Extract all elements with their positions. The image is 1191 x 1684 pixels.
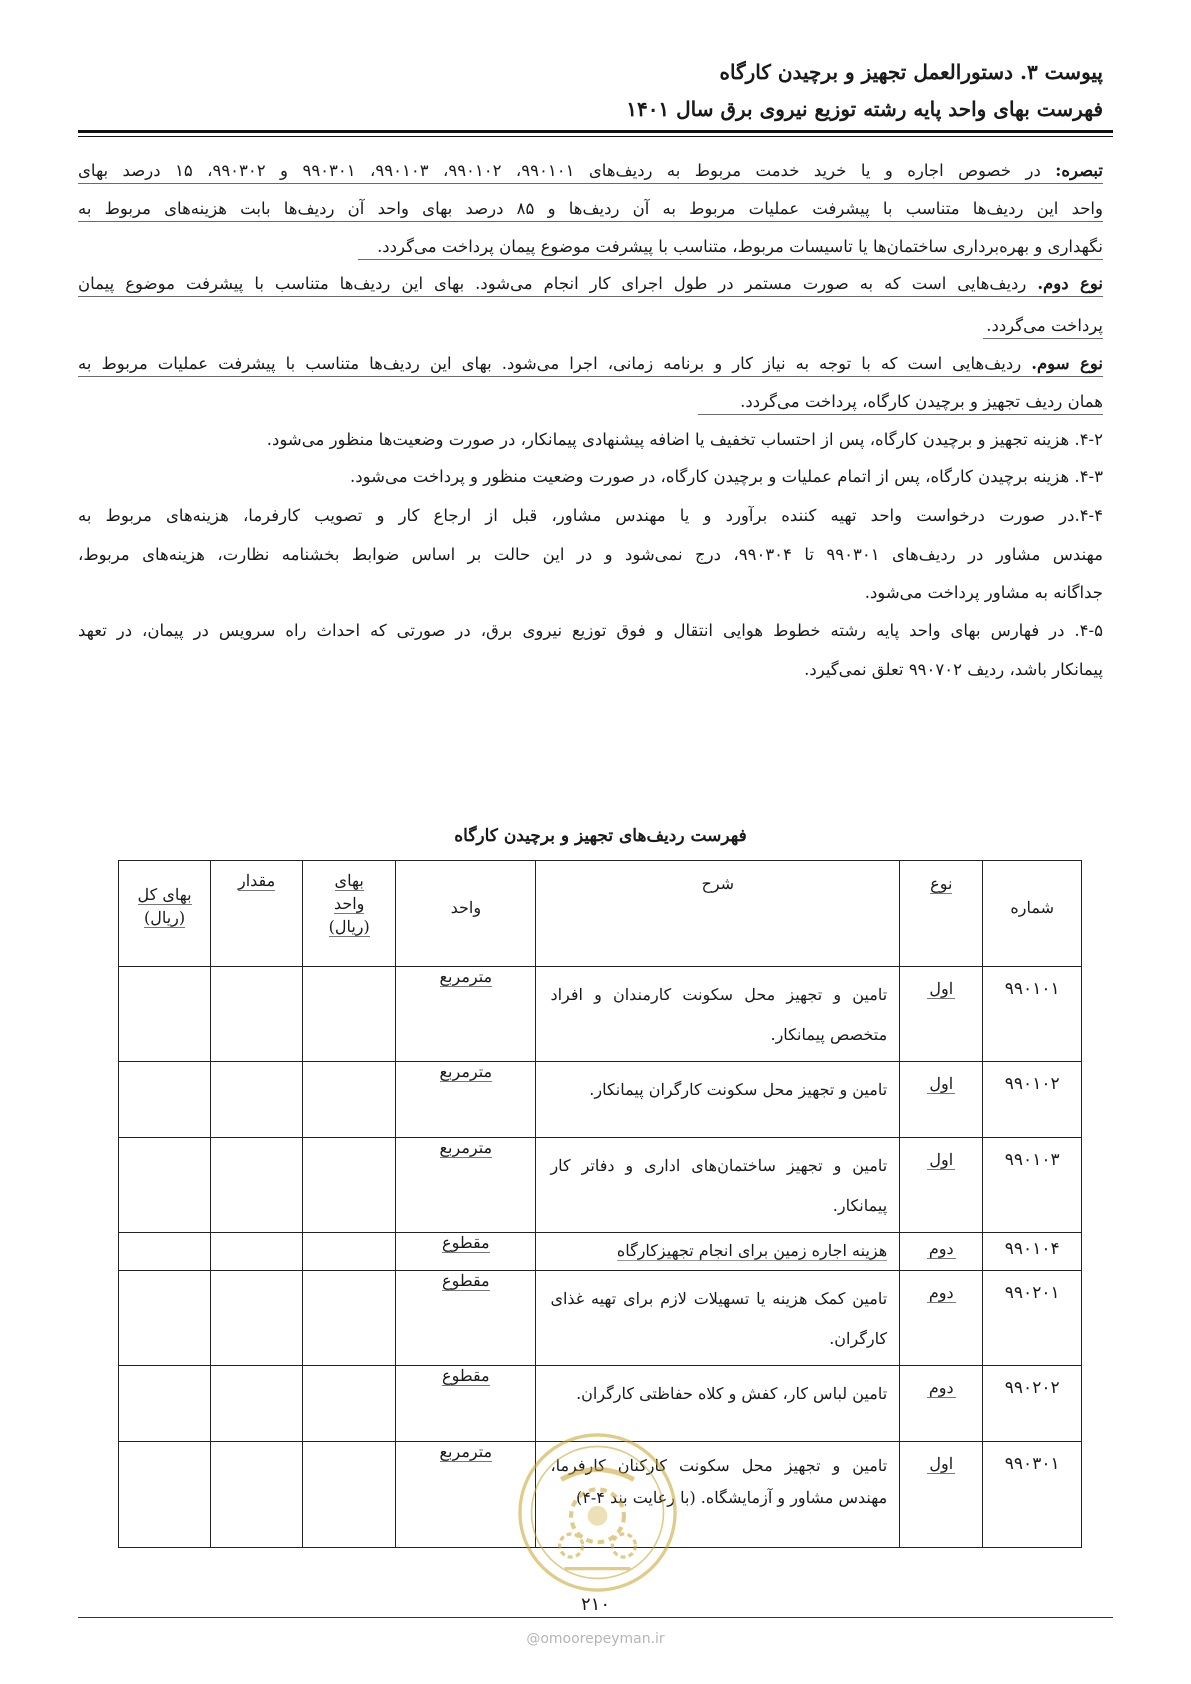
- row-unit-label: مقطوع: [442, 1271, 490, 1290]
- row-unit-label: مقطوع: [442, 1366, 490, 1385]
- table-row: [119, 1233, 1082, 1271]
- row-quantity: [211, 1271, 303, 1366]
- header-total-price: [119, 861, 211, 967]
- row-unit: [396, 1233, 536, 1271]
- header-price-list-title: فهرست بهای واحد پایه رشته توزیع نیروی برق سال ۱۴۰۱: [626, 97, 1103, 121]
- row-quantity: [211, 1233, 303, 1271]
- header-unit-price-label-3: (ریال): [328, 917, 370, 936]
- row-kind: [900, 1233, 983, 1271]
- watermark-text: @omoorepeyman.ir: [526, 1631, 665, 1647]
- note-line-3: نگهداری و بهره‌برداری ساختمان‌ها یا تاسیسات مربوط، متناسب با پیشرفت موضوع پیمان پرداخت می‌گردد.: [358, 235, 1103, 260]
- row-kind: [900, 1366, 983, 1442]
- row-kind-label: دوم: [928, 1378, 954, 1397]
- header-quantity: [211, 861, 303, 967]
- row-unit-price: [303, 1233, 396, 1271]
- row-quantity: [211, 1366, 303, 1442]
- row-kind-label: اول: [929, 1454, 954, 1473]
- row-description: تامین و تجهیز محل سکونت کارکنان کارفرما، مهندس مشاور و آزمایشگاه. (با رعایت بند ۴-۴): [536, 1442, 900, 1548]
- row-number: ۹۹۰۱۰۱: [983, 967, 1082, 1062]
- row-kind-label: اول: [929, 1074, 954, 1093]
- row-total-price: [119, 1233, 211, 1271]
- page-number: ۲۱۰: [580, 1594, 610, 1615]
- row-description: تامین و تجهیز محل سکونت کارمندان و افراد متخصص پیمانکار.: [536, 967, 900, 1062]
- header-unit-label: واحد: [450, 898, 482, 917]
- note-text-1: در خصوص اجاره و یا خرید خدمت مربوط به ردیف‌های ۹۹۰۱۰۱، ۹۹۰۱۰۲، ۹۹۰۱۰۳، ۹۹۰۳۰۱ و ۹۹۰۳۰۲، ۱۵ درصد بهای: [78, 161, 1056, 180]
- row-unit: [396, 967, 536, 1062]
- row-description: تامین کمک هزینه یا تسهیلات لازم برای تهیه غذای کارگران.: [536, 1271, 900, 1366]
- type3-line-1: [78, 352, 1103, 377]
- row-unit-price: [303, 1442, 396, 1548]
- note-line-2: واحد این ردیف‌ها متناسب با پیشرفت عملیات مربوط به آن ردیف‌ها و ۸۵ درصد بهای واحد آن ردیف‌ها بابت هزینه‌های مربوط به: [78, 197, 1103, 222]
- header-total-price-label-2: (ریال): [143, 908, 186, 927]
- row-quantity: [211, 1442, 303, 1548]
- header-description: [536, 861, 900, 967]
- row-quantity: [211, 1062, 303, 1138]
- table-row: [119, 1138, 1082, 1233]
- row-total-price: [119, 967, 211, 1062]
- para-4-5-line-2: پیمانکار باشد، ردیف ۹۹۰۷۰۲ تعلق نمی‌گیرد.: [804, 660, 1103, 679]
- row-unit: [396, 1138, 536, 1233]
- row-kind-label: دوم: [928, 1283, 954, 1302]
- row-kind: [900, 967, 983, 1062]
- table-header-row: [119, 861, 1082, 967]
- footer-rule: [78, 1617, 1113, 1618]
- row-total-price: [119, 1366, 211, 1442]
- header-number-label: شماره: [1010, 898, 1055, 917]
- header-rule-thick: [78, 130, 1113, 133]
- header-kind: [900, 861, 983, 967]
- type2-line-2: پرداخت می‌گردد.: [983, 314, 1103, 339]
- row-unit: [396, 1062, 536, 1138]
- row-unit-price: [303, 1366, 396, 1442]
- row-kind: [900, 1062, 983, 1138]
- para-4-4-line-2: مهندس مشاور در ردیف‌های ۹۹۰۳۰۱ تا ۹۹۰۳۰۴، درج نمی‌شود و در این حالت بر اساس ضوابط بخشنامه نظارت، هزینه‌های مربوط،: [78, 545, 1104, 564]
- header-quantity-label: مقدار: [237, 871, 276, 890]
- row-unit-label: مترمربع: [439, 967, 493, 986]
- header-unit: [396, 861, 536, 967]
- table-row: [119, 967, 1082, 1062]
- row-unit-price: [303, 1062, 396, 1138]
- row-quantity: [211, 967, 303, 1062]
- row-kind: [900, 1138, 983, 1233]
- para-4-3: ۴-۳. هزینه برچیدن کارگاه، پس از اتمام عملیات و برچیدن کارگاه، در صورت وضعیت منظور و پرداخت می‌شود.: [350, 467, 1103, 486]
- header-total-price-label-1: بهای کل: [137, 885, 192, 904]
- row-number: ۹۹۰۳۰۱: [983, 1442, 1082, 1548]
- row-total-price: [119, 1062, 211, 1138]
- row-unit: [396, 1271, 536, 1366]
- header-description-label: شرح: [701, 874, 735, 893]
- note-label: تبصره:: [1055, 161, 1103, 180]
- row-kind-label: دوم: [928, 1239, 954, 1258]
- header-number: [983, 861, 1082, 967]
- header-unit-price: [303, 861, 396, 967]
- type2-label: نوع دوم.: [1037, 274, 1103, 293]
- row-total-price: [119, 1138, 211, 1233]
- row-kind: [900, 1442, 983, 1548]
- table-row: [119, 1062, 1082, 1138]
- table-title: فهرست ردیف‌های تجهیز و برچیدن کارگاه: [454, 826, 747, 846]
- row-unit-price: [303, 1138, 396, 1233]
- table-row: [119, 1271, 1082, 1366]
- watermark-seal-icon: [515, 1430, 680, 1595]
- row-unit-label: مترمربع: [439, 1138, 493, 1157]
- para-4-4-line-1: ۴-۴.در صورت درخواست واحد تهیه کننده برآورد و یا مهندس مشاور، قبل از ارجاع کار و تصویب کارفرما، هزینه‌های مربوط به: [78, 506, 1103, 525]
- row-kind-label: اول: [929, 979, 954, 998]
- header-appendix-title: پیوست ۳. دستورالعمل تجهیز و برچیدن کارگاه: [719, 60, 1103, 84]
- row-unit-price: [303, 967, 396, 1062]
- row-unit-label: مترمربع: [439, 1442, 493, 1461]
- para-4-4-line-3: جداگانه به مشاور پرداخت می‌شود.: [864, 583, 1103, 602]
- row-description: [536, 1233, 900, 1271]
- type3-label: نوع سوم.: [1031, 354, 1103, 373]
- row-kind: [900, 1271, 983, 1366]
- row-description: تامین لباس کار، کفش و کلاه حفاظتی کارگران.: [536, 1366, 900, 1442]
- row-number: ۹۹۰۲۰۱: [983, 1271, 1082, 1366]
- type2-line-1: [78, 272, 1103, 297]
- header-unit-price-label-2: واحد: [333, 894, 365, 913]
- row-number: ۹۹۰۲۰۲: [983, 1366, 1082, 1442]
- row-description: تامین و تجهیز محل سکونت کارگران پیمانکار.: [536, 1062, 900, 1138]
- row-unit-label: مقطوع: [442, 1233, 490, 1252]
- para-4-5-line-1: ۴-۵. در فهارس بهای واحد پایه رشته خطوط هوایی انتقال و فوق توزیع نیروی برق، در صورتی که احداث راه سرویس در پیمان، در تعهد: [78, 621, 1103, 640]
- para-4-2: ۴-۲. هزینه تجهیز و برچیدن کارگاه، پس از احتساب تخفیف یا اضافه پیشنهادی پیمانکار، در صورت وضعیت‌ها منظور می‌شود.: [266, 430, 1103, 449]
- type3-text-1: ردیف‌هایی است که با توجه به نیاز کار و برنامه زمانی، اجرا می‌شود. بهای این ردیف‌ها متناسب با پیشرفت عملیات مربوط به: [78, 354, 1032, 373]
- row-kind-label: اول: [929, 1150, 954, 1169]
- header-kind-label: نوع: [930, 874, 953, 893]
- note-line-1: [78, 159, 1103, 184]
- row-number: ۹۹۰۱۰۲: [983, 1062, 1082, 1138]
- row-number: ۹۹۰۱۰۳: [983, 1138, 1082, 1233]
- header-unit-price-label-1: بهای: [334, 871, 364, 890]
- row-description-text: هزینه اجاره زمین برای انجام تجهیزکارگاه: [616, 1241, 888, 1260]
- row-description: تامین و تجهیز ساختمان‌های اداری و دفاتر کار پیمانکار.: [536, 1138, 900, 1233]
- row-unit-price: [303, 1271, 396, 1366]
- row-unit-label: مترمربع: [439, 1062, 493, 1081]
- row-total-price: [119, 1271, 211, 1366]
- row-total-price: [119, 1442, 211, 1548]
- type2-text-1: ردیف‌هایی است که به صورت مستمر در طول اجرای کار انجام می‌شود. بهای این ردیف‌ها متناسب با پیشرفت موضوع پیمان: [78, 274, 1038, 293]
- row-quantity: [211, 1138, 303, 1233]
- type3-line-2: همان ردیف تجهیز و برچیدن کارگاه، پرداخت می‌گردد.: [698, 390, 1103, 415]
- header-rule-thin: [78, 136, 1113, 137]
- row-number: ۹۹۰۱۰۴: [983, 1233, 1082, 1271]
